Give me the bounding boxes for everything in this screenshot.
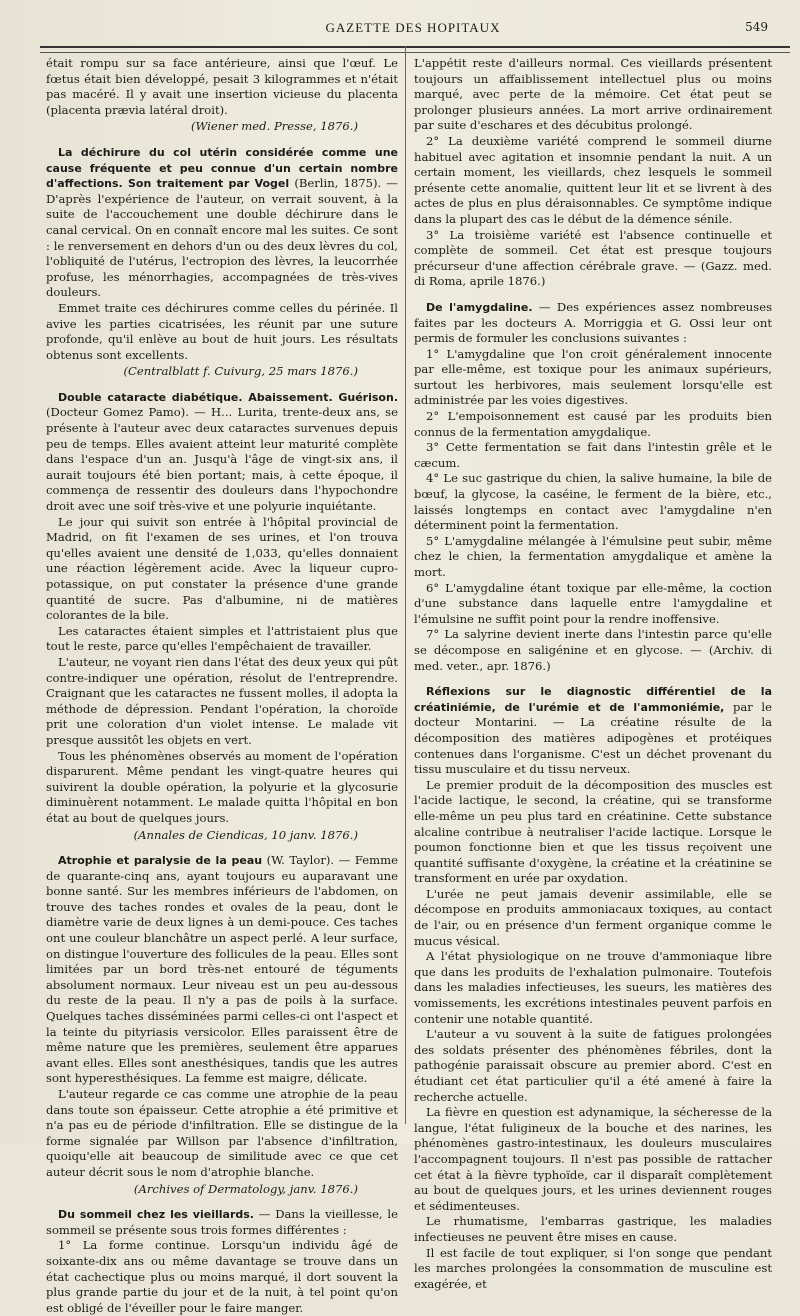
paragraph: L'auteur, ne voyant rien dans l'état des deux yeux qui pût contre-indiquer une opération, résolut de l'entreprendre. Craignant que les cataractes ne fussent molles, il adopta la méthode de dépression. Pendant l'opération, la choroïde prit une coloration d'un violet intense. Le malade vit presque aussitôt les objets en vert. xyxy=(46,654,398,747)
article-body xyxy=(46,1207,398,1238)
header-rule-thick xyxy=(40,46,790,48)
paragraph: — Des expériences assez nombreuses faites par les docteurs A. Morriggia et G. Ossi leur ont permis de formuler les conclusions suivantes : xyxy=(414,299,773,346)
page-number: 549 xyxy=(745,20,768,34)
list-item: 3° Cette fermentation se fait dans l'intestin grêle et le cæcum. xyxy=(414,440,772,470)
article-source: (Centralblatt f. Cuivurg, 25 mars 1876.) xyxy=(123,364,358,379)
list-item: 3° La troisième variété est l'absence continuelle et complète de sommeil. Cet état est presque toujours précurseur d'une affection cérébrale grave. — (Gazz. med. di Roma, aprile 1876.) xyxy=(414,227,772,289)
left-column xyxy=(46,56,399,1315)
paragraph: Emmet traite ces déchirures comme celles du périnée. Il avive les parties cicatrisées, les réunit par une suture profonde, qu'il enlève au bout de huit jours. Les résultats obtenus sont excellents. xyxy=(46,300,398,362)
paragraph: par le docteur Montarini. — La créatine résulte de la décomposition des matières adipogènes et protéiques contenues dans l'organisme. C'est un déchet provenant du tissu musculaire et du tissu nerveux. xyxy=(414,699,772,777)
paragraph: L'auteur a vu souvent à la suite de fatigues prolongées des soldats présenter des phénomènes fébriles, dont la pathogénie paraissait obscure au premier abord. C'est en étudiant cet état particulier qu'il a été amené à faire la recherche actuelle. xyxy=(414,1027,772,1104)
paragraph: L'urée ne peut jamais devenir assimilable, elle se décompose en produits ammoniacaux toxiques, au contact de l'air, ou en présence d'un ferment organique comme le mucus vésical. xyxy=(414,886,772,948)
list-item: 6° L'amygdaline étant toxique par elle-même, la coction d'une substance dans laquelle entre l'amygdaline et l'émulsine ne suffit point pour la rendre inoffensive. xyxy=(414,580,772,626)
article-heading: De l'amygdaline. xyxy=(426,300,533,314)
paragraph: Le jour qui suivit son entrée à l'hôpital provincial de Madrid, on fit l'examen de ses urines, et l'on trouva qu'elles avaient une densité de 1,033, qu'elles donnaient une réaction légèrement acide. Avec la liqueur cupro-potassique, on put constater la présence d'une grande quantité de sucre. Pas d'albumine, ni de matières colorantes de la bile. xyxy=(46,514,398,623)
paragraph: était rompu sur sa face antérieure, ainsi que l'œuf. Le fœtus était bien développé, pesait 3 kilogrammes et n'était pas macéré. Il y avait une insertion vicieuse du placenta (placenta prævia latéral droit). xyxy=(46,56,398,117)
paragraph: Il est facile de tout expliquer, si l'on songe que pendant les marches prolongées la consommation de musculine est exagérée, et xyxy=(414,1245,772,1291)
article-source: (Annales de Ciendicas, 10 janv. 1876.) xyxy=(133,827,358,842)
article-skin-atrophy xyxy=(46,853,398,1197)
list-item: 2° La deuxième variété comprend le sommeil diurne habituel avec agitation et insomnie pendant la nuit. A un certain moment, les vieillards, chez lesquels le sommeil présente cette anomalie, quittent leur lit et se livrent à des actes de plus en plus déraisonnables. Ce symptôme indique dans la plupart des cas le début de la démence sénile. xyxy=(414,133,772,226)
article-body xyxy=(414,300,772,347)
right-column xyxy=(414,56,773,1291)
list-item: 1° La forme continue. Lorsqu'un individu âgé de soixante-dix ans ou même davantage se trouve dans un état cachectique plus ou moins marqué, il dort souvent la plus grande partie du jour et de la nuit, à tel point qu'on est obligé de l'éveiller pour le faire manger. xyxy=(46,1238,398,1315)
article-heading: La déchirure du col utérin considérée comme une cause fréquente et peu connue d'un certain nombre d'affections. Son traitement par Vogel xyxy=(46,145,398,191)
article-body xyxy=(414,684,772,778)
header-rule-thin xyxy=(40,52,790,53)
article-creatinine-diagnosis xyxy=(414,684,772,1292)
paragraph: L'appétit reste d'ailleurs normal. Ces vieillards présentent toujours un affaiblissement intellectuel plus ou moins marqué, avec perte de la mémoire. Cet état peut se prolonger plusieurs années. La mort arrive ordinairement par suite d'eschares et des décubitus prolongé. xyxy=(414,56,772,133)
column-divider xyxy=(405,46,406,1124)
article-source: (Wiener med. Presse, 1876.) xyxy=(190,119,358,134)
list-item: 1° L'amygdaline que l'on croit généralement innocente par elle-même, est toxique pour les animaux supérieurs, surtout les herbivores, mais seulement lorsqu'elle est administrée par les voies digestives. xyxy=(414,346,772,408)
paragraph: Le rhumatisme, l'embarras gastrique, les maladies infectieuses ne peuvent être mises en cause. xyxy=(414,1214,772,1244)
article-cervix-tear xyxy=(46,145,398,380)
paragraph: (Berlin, 1875). — D'après l'expérience de l'auteur, on verrait souvent, à la suite de l'accouchement une double déchirure dans le canal cervical. On en connaît encore mal les suites. Ce sont : le renversement en dehors d'un ou des deux lèvres du col, l'obliquité de l'utérus, l'ectropion des lèvres, la leucorrhée profuse, les ménorrhagies, accompagnées de très-vives douleurs. xyxy=(46,176,399,300)
article-body xyxy=(46,145,398,301)
paragraph: Le premier produit de la décomposition des muscles est l'acide lactique, le second, la créatine, qui se transforme elle-même un peu plus tard en créatinine. Cette substance alcaline contribue à neutraliser l'acide lactique. Lorsque le poumon fonctionne bien et que les tissus reçoivent une quantité suffisante d'oxygène, la créatine et la créatinine se transforment en urée par oxydation. xyxy=(414,777,772,886)
paragraph: Tous les phénomènes observés au moment de l'opération disparurent. Même pendant les vingt-quatre heures qui suivirent la double opération, la polyurie et la glycosurie diminuèrent notamment. Le malade quitta l'hôpital en bon état au bout de quelques jours. xyxy=(46,748,398,825)
article-diabetic-cataract xyxy=(46,390,398,843)
paragraph: A l'état physiologique on ne trouve d'ammoniaque libre que dans les produits de l'exhalation pulmonaire. Toutefois dans les maladies infectieuses, les sueurs, les matières des vomissements, les excrétions intestinales peuvent parfois en contenir une notable quantité. xyxy=(414,949,772,1026)
article-heading: Réflexions sur le diagnostic différentiel de la créatiniémie, de l'urémie et de l'ammoniémie, xyxy=(414,685,772,714)
paragraph: (W. Taylor). — Femme de quarante-cinq ans, ayant toujours eu auparavant une bonne santé. Sur les membres inférieurs de l'abdomen, on trouve des taches rondes et ovales de la peau, dont le diamètre varie de deux lignes à un demi-pouce. Ces taches ont une couleur blanchâtre un aspect perlé. A leur surface, on distingue l'ouverture des follicules de la peau. Elles sont limitées par un bord très-net entouré de téguments absolument normaux. Leur niveau est un peu au-dessous du reste de la peau. Il n'y a pas de poils à la surface. Quelques taches disséminées parmi celles-ci ont l'aspect et la teinte du pityriasis versicolor. Elles paraissent être de même nature que les premières, seulement être apparues avant elles. Elles sont anesthésiques, tandis que les autres sont hyperesthésiques. La femme est maigre, délicate. xyxy=(46,853,398,1086)
list-item: 4° Le suc gastrique du chien, la salive humaine, la bile de bœuf, la glycose, la caséine, le ferment de la bière, etc., laissés longtemps en contact avec l'amygdaline n'en déterminent point la fermentation. xyxy=(414,471,772,533)
article-source: (Archives of Dermatology, janv. 1876.) xyxy=(133,1181,358,1196)
article-heading: Double cataracte diabétique. Abaissement. Guérison. xyxy=(58,390,398,404)
list-item: 2° L'empoisonnement est causé par les produits bien connus de la fermentation amygdalique. xyxy=(414,409,772,439)
paragraph: — Dans la vieillesse, le sommeil se présente sous trois formes différentes : xyxy=(46,1207,399,1237)
article-body xyxy=(46,853,398,1087)
article-body xyxy=(46,390,398,515)
page-header xyxy=(40,8,786,44)
article-heading: Du sommeil chez les vieillards. xyxy=(58,1208,254,1222)
article-heading: Atrophie et paralysie de la peau xyxy=(58,854,263,868)
article-amygdaline xyxy=(414,300,772,674)
list-item: 7° La salyrine devient inerte dans l'intestin parce qu'elle se décompose en saligénine et en glycose. — (Archiv. di med. veter., apr. 1876.) xyxy=(414,627,772,673)
paragraph: (Docteur Gomez Pamo). — H... Lurita, trente-deux ans, se présente à l'auteur avec deux cataractes survenues depuis peu de temps. Elles avaient atteint leur maturité complète dans l'espace d'un an. Jusqu'à l'âge de vingt-six ans, il aurait toujours été bien portant; mais, à cette époque, il commença de ressentir des douleurs dans l'hypochondre droit avec une soif très-vive et une polyurie inquiétante. xyxy=(46,405,398,514)
paragraph: L'auteur regarde ce cas comme une atrophie de la peau dans toute son épaisseur. Cette atrophie a été primitive et n'a pas eu de période d'infiltration. Elle se distingue de la forme signalée par Willson par l'absence d'infiltration, quoiqu'elle ait beaucoup de similitude avec ce que cet auteur décrit sous le nom d'atrophie blanche. xyxy=(46,1087,398,1179)
list-item: 5° L'amygdaline mélangée à l'émulsine peut subir, même chez le chien, la fermentation amygdalique et amène la mort. xyxy=(414,533,772,579)
running-title: GAZETTE DES HOPITAUX xyxy=(325,20,501,35)
article-elderly-sleep xyxy=(46,1207,398,1316)
paragraph: La fièvre en question est adynamique, la sécheresse de la langue, l'état fuligineux de la bouche et des narines, les phénomènes gastro-intestinaux, les douleurs musculaires l'accompagnent toujours. Il n'est pas possible de rattacher cet état à la fièvre typhoïde, car il disparaît complètement au bout de quelques jours, et les urines deviennent rouges et sédimenteuses. xyxy=(414,1105,772,1213)
paragraph: Les cataractes étaient simples et l'attristaient plus que tout le reste, parce qu'elles l'empêchaient de travailler. xyxy=(46,623,398,654)
